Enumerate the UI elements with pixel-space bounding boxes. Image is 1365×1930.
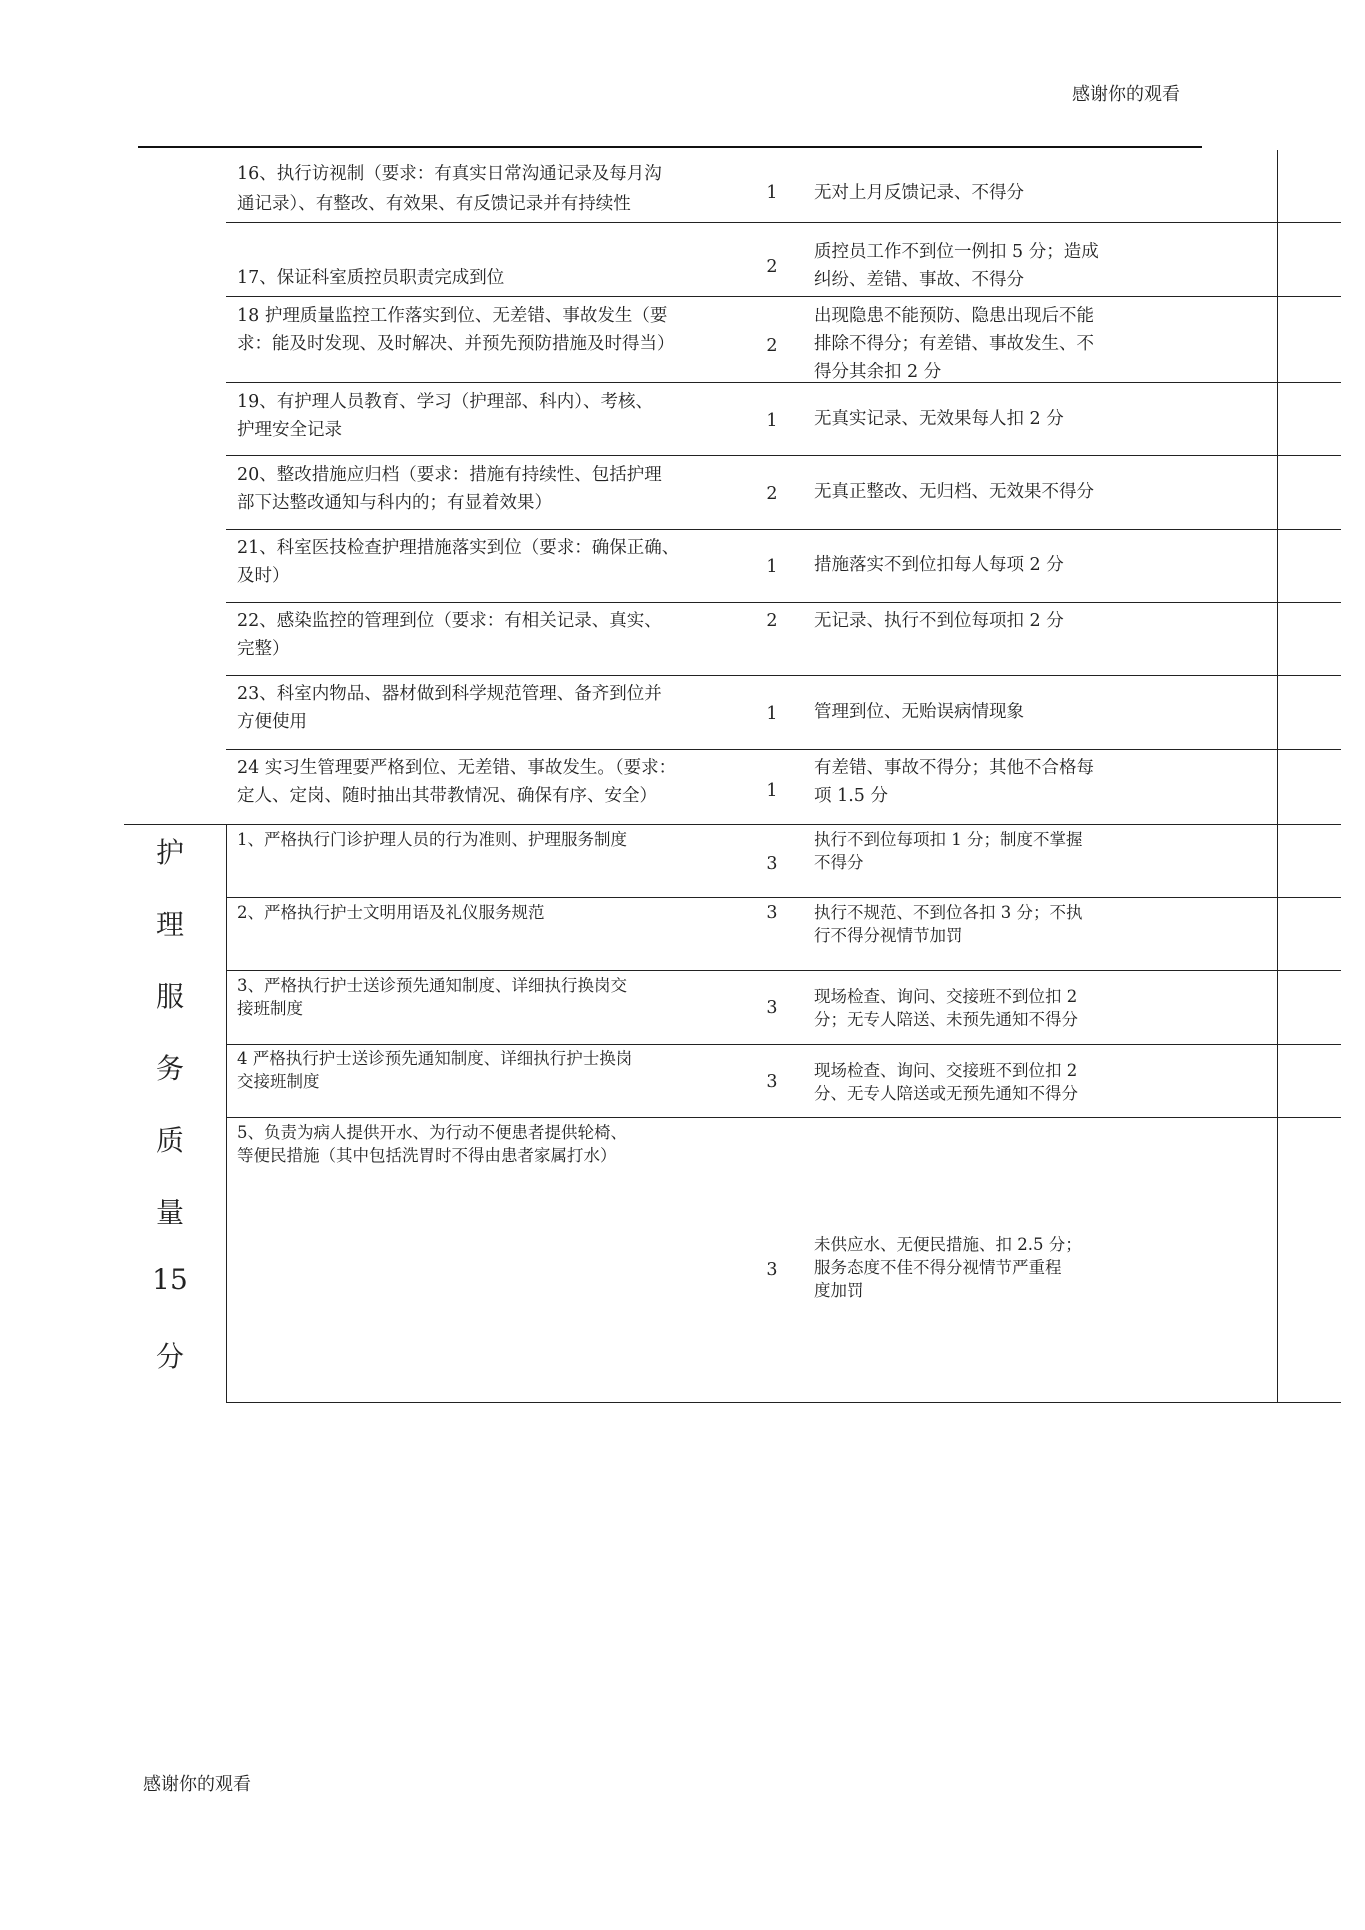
item-text: 21、科室医技检查护理措施落实到位（要求：确保正确、 及时） (237, 538, 680, 586)
page-header: 感谢你的观看 (1072, 84, 1180, 105)
left-category-border (226, 825, 227, 1402)
row-divider (226, 296, 1341, 297)
category-char: 分 (155, 1340, 184, 1373)
row-divider (226, 749, 1341, 750)
row-divider (226, 970, 1341, 971)
row-divider (226, 1117, 1341, 1118)
item-text: 2、严格执行护士文明用语及礼仪服务规范 (237, 903, 545, 922)
item-text: 1、严格执行门诊护理人员的行为准则、护理服务制度 (237, 830, 627, 849)
deduction-rule: 无记录、执行不到位每项扣 2 分 (814, 611, 1064, 631)
deduction-rule: 管理到位、无贻误病情现象 (814, 702, 1024, 722)
right-border (1277, 150, 1278, 1402)
deduction-rule: 质控员工作不到位一例扣 5 分；造成 纠纷、差错、事故、不得分 (814, 242, 1099, 290)
score-value: 3 (766, 998, 778, 1018)
score-value: 1 (766, 183, 778, 203)
score-value: 2 (766, 611, 778, 631)
item-text: 3、严格执行护士送诊预先通知制度、详细执行换岗交 接班制度 (237, 976, 627, 1018)
score-value: 1 (766, 557, 778, 577)
score-value: 1 (766, 411, 778, 431)
item-text: 19、有护理人员教育、学习（护理部、科内）、考核、 护理安全记录 (237, 392, 654, 440)
score-value: 3 (766, 1260, 778, 1280)
table-bottom-border (226, 1402, 1341, 1403)
category-char: 质 (155, 1124, 184, 1157)
deduction-rule: 无对上月反馈记录、不得分 (814, 183, 1024, 203)
item-text: 17、保证科室质控员职责完成到位 (237, 268, 505, 288)
score-value: 2 (766, 336, 778, 356)
score-value: 3 (766, 903, 778, 923)
deduction-rule: 现场检查、询问、交接班不到位扣 2 分；无专人陪送、未预先通知不得分 (814, 987, 1078, 1029)
row-divider (226, 1044, 1341, 1045)
category-char: 务 (155, 1052, 184, 1085)
deduction-rule: 有差错、事故不得分；其他不合格每 项 1.5 分 (814, 758, 1094, 806)
deduction-rule: 未供应水、无便民措施、扣 2.5 分； 服务态度不佳不得分视情节严重程 度加罚 (814, 1235, 1082, 1300)
score-value: 2 (766, 484, 778, 504)
section-divider (124, 824, 1341, 825)
item-text: 16、执行访视制（要求：有真实日常沟通记录及每月沟 通记录）、有整改、有效果、有反馈记录并有持续性 (237, 164, 662, 214)
item-text: 5、负责为病人提供开水、为行动不便患者提供轮椅、 等便民措施（其中包括洗胃时不得由患者家属打水） (237, 1123, 627, 1165)
score-value: 3 (766, 854, 778, 874)
deduction-rule: 执行不规范、不到位各扣 3 分；不执 行不得分视情节加罚 (814, 903, 1083, 945)
item-text: 4 严格执行护士送诊预先通知制度、详细执行护士换岗 交接班制度 (237, 1049, 633, 1091)
score-value: 1 (766, 781, 778, 801)
score-value: 2 (766, 257, 778, 277)
row-divider (226, 455, 1341, 456)
top-rule (138, 146, 1202, 148)
row-divider (226, 675, 1341, 676)
item-text: 18 护理质量监控工作落实到位、无差错、事故发生（要 求：能及时发现、及时解决、并预先预防措施及时得当） (237, 306, 675, 354)
item-text: 22、感染监控的管理到位（要求：有相关记录、真实、 完整） (237, 611, 662, 659)
page-footer: 感谢你的观看 (143, 1774, 251, 1795)
item-text: 24 实习生管理要严格到位、无差错、事故发生。（要求： 定人、定岗、随时抽出其带教情况、确保有序、安全） (237, 758, 677, 806)
deduction-rule: 措施落实不到位扣每人每项 2 分 (814, 555, 1064, 575)
deduction-rule: 出现隐患不能预防、隐患出现后不能 排除不得分；有差错、事故发生、不 得分其余扣 2 分 (814, 306, 1094, 382)
row-divider (226, 222, 1341, 223)
score-value: 3 (766, 1072, 778, 1092)
category-char: 服 (155, 980, 184, 1013)
row-divider (226, 602, 1341, 603)
deduction-rule: 无真正整改、无归档、无效果不得分 (814, 482, 1094, 502)
item-text: 23、科室内物品、器材做到科学规范管理、备齐到位并 方便使用 (237, 684, 662, 732)
category-char: 护 (155, 836, 184, 869)
row-divider (226, 529, 1341, 530)
item-text: 20、整改措施应归档（要求：措施有持续性、包括护理 部下达整改通知与科内的；有显着效果） (237, 465, 662, 513)
category-char: 15 (152, 1263, 188, 1296)
deduction-rule: 现场检查、询问、交接班不到位扣 2 分、无专人陪送或无预先通知不得分 (814, 1061, 1078, 1103)
deduction-rule: 无真实记录、无效果每人扣 2 分 (814, 409, 1064, 429)
category-char: 量 (155, 1196, 184, 1229)
row-divider (226, 897, 1341, 898)
row-divider (226, 382, 1341, 383)
category-char: 理 (155, 908, 184, 941)
deduction-rule: 执行不到位每项扣 1 分；制度不掌握 不得分 (814, 830, 1083, 872)
score-value: 1 (766, 704, 778, 724)
